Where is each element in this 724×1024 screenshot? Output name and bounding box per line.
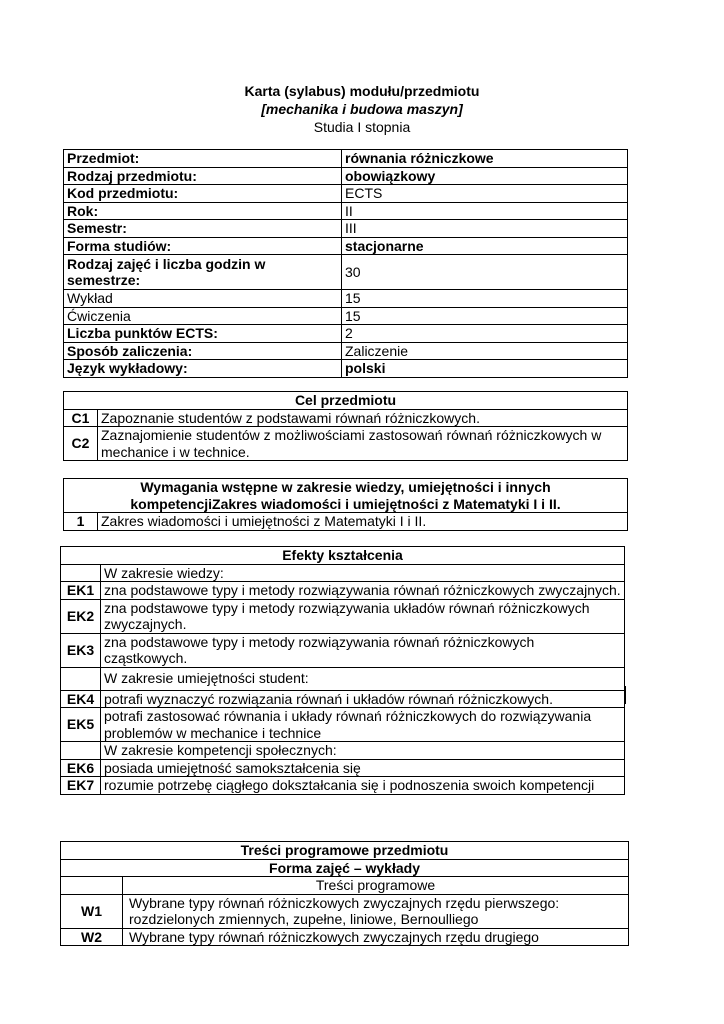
info-value: III <box>342 220 628 238</box>
info-label: Liczba punktów ECTS: <box>64 325 342 343</box>
outcome-row <box>61 777 625 795</box>
content-row <box>61 928 629 946</box>
info-row-form <box>64 237 628 255</box>
outcome-text: posiada umiejętność samokształcenia się <box>101 759 625 777</box>
info-row-year <box>64 202 628 220</box>
content-code: W1 <box>61 894 123 928</box>
outcome-row <box>61 690 625 708</box>
info-row-lecture <box>64 290 628 308</box>
outcome-text: rozumie potrzebę ciągłego dokształcania się i podnoszenia swoich kompetencji <box>101 777 625 795</box>
info-row-semester <box>64 220 628 238</box>
info-value: równania różniczkowe <box>342 150 628 168</box>
prerequisite-text: Zakres wiadomości i umiejętności z Matematyki I i II. <box>98 513 628 531</box>
content-column-header: Treści programowe <box>123 877 629 895</box>
skills-header: W zakresie umiejętności student: <box>101 667 625 690</box>
goal-code: C1 <box>64 409 98 427</box>
outcome-row <box>61 582 625 600</box>
outcome-row <box>61 599 625 633</box>
info-value: Zaliczenie <box>342 342 628 360</box>
info-label: Rodzaj przedmiotu: <box>64 167 342 185</box>
form-title: Forma zajęć – wykłady <box>61 859 629 877</box>
prerequisite-code: 1 <box>64 513 98 531</box>
document-subtitle: [mechanika i budowa maszyn] <box>261 101 463 117</box>
section-title: Treści programowe przedmiotu <box>61 842 629 860</box>
margin-mark <box>624 686 626 704</box>
empty-cell <box>61 877 123 895</box>
prerequisite-row <box>64 513 628 531</box>
goal-row <box>64 409 628 427</box>
outcome-text: potrafi wyznaczyć rozwiązania równań i układów równań różniczkowych. <box>101 690 625 708</box>
info-label: Sposób zaliczenia: <box>64 342 342 360</box>
info-row-language <box>64 360 628 378</box>
info-value: ECTS <box>342 185 628 203</box>
outcome-code: EK6 <box>61 759 101 777</box>
info-value: obowiązkowy <box>342 167 628 185</box>
info-row-assessment <box>64 342 628 360</box>
content-row <box>61 894 629 928</box>
info-value: stacjonarne <box>342 237 628 255</box>
empty-cell <box>61 564 101 582</box>
goal-text: Zaznajomienie studentów z możliwościami zastosowań równań różniczkowych w mechanice i w technice. <box>98 427 628 461</box>
outcome-row <box>61 759 625 777</box>
info-label: Rodzaj zajęć i liczba godzin w semestrze: <box>64 255 342 290</box>
outcome-text: zna podstawowe typy i metody rozwiązywania układów równań różniczkowych zwyczajnych. <box>101 599 625 633</box>
empty-cell <box>61 667 101 690</box>
outcome-code: EK2 <box>61 599 101 633</box>
info-row-ects <box>64 325 628 343</box>
info-label: Język wykładowy: <box>64 360 342 378</box>
program-content-table <box>60 841 629 946</box>
competence-header: W zakresie kompetencji społecznych: <box>101 742 625 760</box>
info-label: Forma studiów: <box>64 237 342 255</box>
outcome-code: EK4 <box>61 690 101 708</box>
section-title: Efekty kształcenia <box>61 547 625 565</box>
outcome-text: zna podstawowe typy i metody rozwiązywania równań różniczkowych cząstkowych. <box>101 633 625 667</box>
info-label: Ćwiczenia <box>64 307 342 325</box>
learning-outcomes-table <box>60 546 625 795</box>
info-label: Kod przedmiotu: <box>64 185 342 203</box>
study-level: Studia I stopnia <box>313 119 411 135</box>
goal-code: C2 <box>64 427 98 461</box>
outcome-code: EK3 <box>61 633 101 667</box>
section-title: Cel przedmiotu <box>64 392 628 410</box>
outcome-text: zna podstawowe typy i metody rozwiązywania równań różniczkowych zwyczajnych. <box>101 582 625 600</box>
info-value: 15 <box>342 307 628 325</box>
info-label: Semestr: <box>64 220 342 238</box>
info-value: 30 <box>342 255 628 290</box>
outcome-code: EK1 <box>61 582 101 600</box>
info-value: II <box>342 202 628 220</box>
outcome-code: EK7 <box>61 777 101 795</box>
outcome-row <box>61 633 625 667</box>
info-label: Wykład <box>64 290 342 308</box>
info-row-code <box>64 185 628 203</box>
section-title: Wymagania wstępne w zakresie wiedzy, umiejętności i innych kompetencjiZakres wiadomości i umiejętności z Matematyki I i II. <box>64 479 628 513</box>
outcome-code: EK5 <box>61 708 101 742</box>
content-code: W2 <box>61 928 123 946</box>
info-value: 2 <box>342 325 628 343</box>
prerequisites-table <box>63 478 628 531</box>
info-value: polski <box>342 360 628 378</box>
info-label: Rok: <box>64 202 342 220</box>
info-row-subject <box>64 150 628 168</box>
info-label: Przedmiot: <box>64 150 342 168</box>
info-row-type <box>64 167 628 185</box>
empty-cell <box>61 742 101 760</box>
outcome-text: potrafi zastosować równania i układy równań różniczkowych do rozwiązywania problemów w mechanice i technice <box>101 708 625 742</box>
goal-text: Zapoznanie studentów z podstawami równań różniczkowych. <box>98 409 628 427</box>
goal-row <box>64 427 628 461</box>
content-text: Wybrane typy równań różniczkowych zwyczajnych rzędu drugiego <box>123 928 629 946</box>
document-title: Karta (sylabus) modułu/przedmiotu <box>244 83 480 99</box>
info-row-exercises <box>64 307 628 325</box>
outcome-row <box>61 708 625 742</box>
course-info-table <box>63 149 628 378</box>
info-value: 15 <box>342 290 628 308</box>
course-goal-table <box>63 391 628 461</box>
content-text: Wybrane typy równań różniczkowych zwyczajnych rzędu pierwszego: rozdzielonych zmiennych, zupełne, liniowe, Bernoulliego <box>123 894 629 928</box>
knowledge-header: W zakresie wiedzy: <box>101 564 625 582</box>
info-row-hours <box>64 255 628 290</box>
